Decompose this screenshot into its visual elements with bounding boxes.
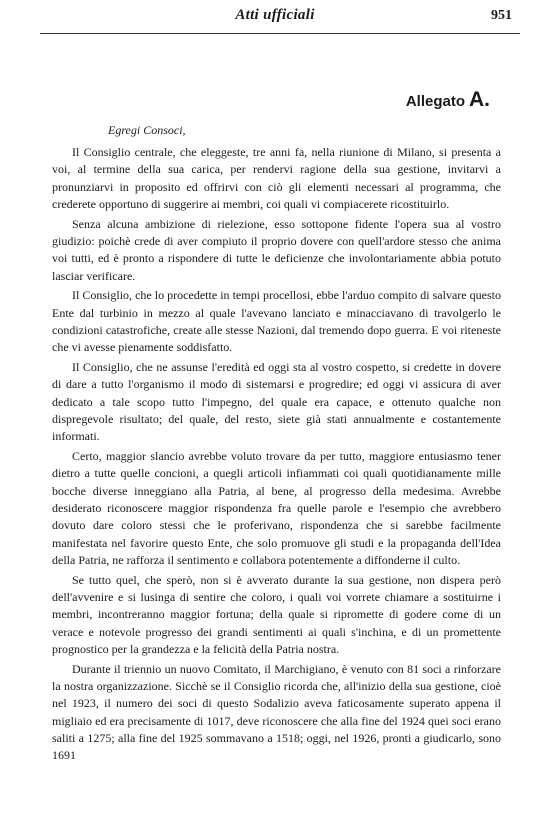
page-number: 951 — [491, 8, 512, 23]
paragraph-2: Senza alcuna ambizione di rielezione, esso sottopone fidente l'opera sua al vostro giudizio: poichè crede di aver compiuto il proprio dovere con quell'ardore stesso che anima voi tutti, ed è pronto a rispondere di tutte le deficienze che involontariamente abbia potuto lasciar verificare. — [52, 216, 501, 283]
paragraph-7: Durante il triennio un nuovo Comitato, il Marchigiano, è venuto con 81 soci a rinforzare la nostra organizzazione. Sicchè se il Consiglio ricorda che, all'inizio della sua gestione, cioè nel 1923, il numero dei soci di questo Sodalizio aveva faticosamente superato appena il migliaio ed era precisamente di 1017, deve riconoscere che alla fine del 1924 quei soci erano saliti a 1275; alla fine del 1925 sommavano a 1518; oggi, nel 1926, pronti a giudicarlo, sono 1691 — [52, 661, 501, 763]
appendix-letter: A. — [469, 88, 490, 111]
page-header — [0, 0, 550, 40]
running-title: Atti ufficiali — [235, 7, 315, 23]
paragraph-1: Il Consiglio centrale, che eleggeste, tre anni fa, nella riunione di Milano, si presenta a voi, al termine della sua carica, per rendervi ragione della sua gestione, invitarvi a pronunziarvi in proposito ed offrirvi con ciò gli elementi necessari al programma, che crederete opportuno di suggerire ai membri, coi quali vi compiacerete ricostituirlo. — [52, 145, 501, 211]
paragraph-6: Se tutto quel, che sperò, non si è avverato durante la sua gestione, non dispera però dell'avvenire e si lusinga di sentire che coloro, i quali voi vorrete chiamare a sostituirne i membri, incontreranno maggior fortuna; della quale si ripromette di godere come di un verace e notevole progresso dei grandi sentimenti ai quali s'inchina, e di un promettente prognostico per la grandezza e la felicità della Patria nostra. — [52, 572, 501, 656]
paragraph-5: Certo, maggior slancio avrebbe voluto trovare da per tutto, maggiore entusiasmo tener dietro a tutte quelle concioni, a quegli articoli infiammati coi quali quotidianamente mille bocche diverse inneggiano alla Patria, al bene, al progresso della medesima. Avrebbe desiderato riconoscere maggior rispondenza fra quelle parole e l'esempio che avrebbero dovuto dare coloro stessi che le proferivano, rispondenza che si sarebbe facilmente manifestata nel favorire questo Ente, che solo promuove gli studi e la propaganda dell'Idea della Patria, ne rafforza il sentimento e collabora potentemente a diffonderne il culto. — [52, 449, 501, 567]
paragraph-4: Il Consiglio, che ne assunse l'eredità ed oggi sta al vostro cospetto, si credette in dovere di dare a tutto l'organismo il modo di sistemarsi e progredire; ed oggi vi assicura di aver dedicato a tale scopo tutto l'impegno, del quale era capace, e ottenuto qualche non dispregevole risultato; del quale, del resto, siete già stati annualmente e costantemente informati. — [52, 360, 501, 444]
body-text — [52, 144, 501, 767]
salutation: Egregi Consoci, — [108, 123, 186, 137]
appendix-heading — [406, 88, 490, 112]
paragraph-3: Il Consiglio, che lo procedette in tempi procellosi, ebbe l'arduo compito di salvare questo Ente dal turbinio in mezzo al quale l'avevano lanciato e minacciavano di travolgerlo le condizioni catastrofiche, create alle stesse Nazioni, dal tremendo dopo guerra. E voi riteneste che vi avesse pienamente soddisfatto. — [52, 288, 501, 355]
appendix-label: Allegato — [405, 93, 465, 110]
header-rule — [40, 33, 520, 34]
